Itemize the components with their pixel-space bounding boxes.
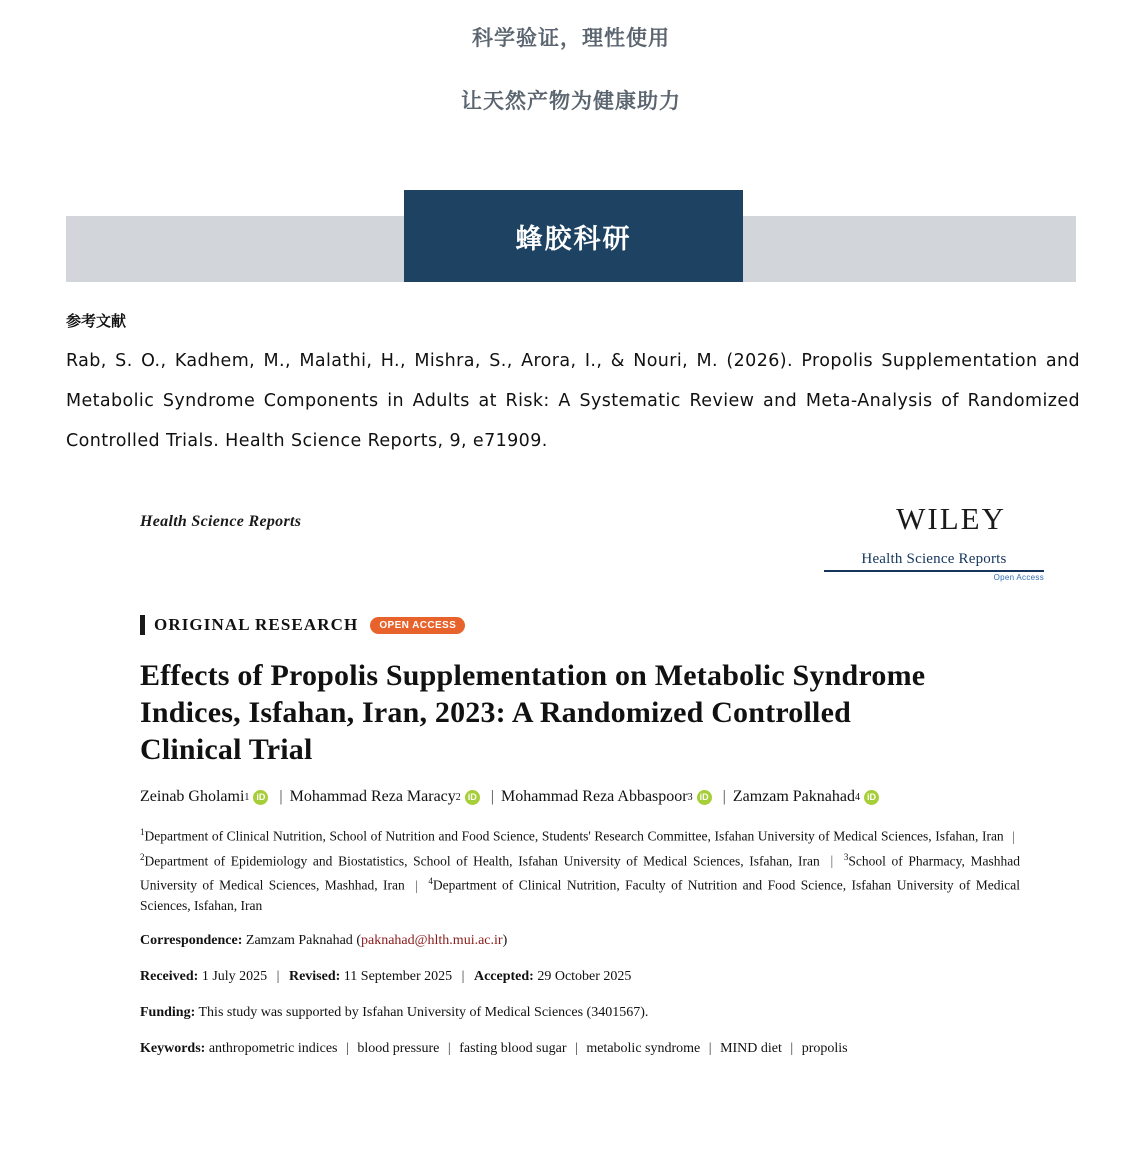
author-affiliation-marker: 4: [854, 791, 860, 803]
article-screenshot: [0, 497, 1142, 1060]
open-access-badge: OPEN ACCESS: [370, 617, 465, 634]
funding-text: This study was supported by Isfahan University of Medical Sciences (3401567).: [198, 1004, 649, 1020]
keyword: metabolic syndrome: [586, 1040, 701, 1056]
author-name: Zeinab Gholami: [140, 788, 245, 806]
received-value: 1 July 2025: [201, 968, 268, 984]
journal-logo-title: Health Science Reports: [861, 551, 1007, 568]
keyword-separator: |: [790, 1040, 794, 1056]
banner-box: [404, 190, 743, 282]
author-separator: |: [279, 788, 283, 806]
author-name: Mohammad Reza Maracy: [289, 788, 456, 806]
revised-value: 11 September 2025: [343, 968, 453, 984]
banner-title: 蜂胶科研: [515, 223, 632, 255]
funding-line: [140, 1002, 1076, 1024]
author-name: Mohammad Reza Abbaspoor: [500, 788, 688, 806]
author-affiliation-marker: 1: [244, 791, 250, 803]
correspondence-email[interactable]: paknahad@hlth.mui.ac.ir: [360, 932, 503, 948]
journal-logo-open-access: Open Access: [993, 573, 1044, 583]
correspondence-name: Zamzam Paknahad: [245, 932, 353, 948]
orcid-icon[interactable]: iD: [253, 790, 268, 805]
keyword: blood pressure: [357, 1040, 440, 1056]
slogan-block: [0, 0, 1142, 114]
author-list: [140, 788, 1076, 806]
orcid-icon[interactable]: iD: [697, 790, 712, 805]
keyword-separator: |: [575, 1040, 578, 1056]
reference-heading: 参考文献: [66, 312, 127, 331]
keyword: MIND diet: [720, 1040, 782, 1056]
article-header: [140, 497, 1076, 593]
journal-logo: [824, 551, 1044, 582]
article-type-marker: [140, 615, 145, 635]
affiliations: $^1$Department of Clinical Nutrition, School of Nutrition and Food Science, Students' Research Committee, Isfahan University of Medical Sciences, Isfahan, Iran | $^2$Department of Epidemiology and Biostatistics, School of Health, Isfahan University of Medical Sciences, Isfahan, Iran | $^3$School of Pharmacy, Mashhad University of Medical Sciences, Mashhad, Iran | $^4$Department of Clinical Nutrition, Faculty of Nutrition and Food Science, Isfahan University of Medical Sciences, Isfahan, Iran: [140, 827, 1021, 913]
correspondence-label: Correspondence:: [140, 932, 243, 948]
article-dates: [140, 966, 1076, 988]
orcid-icon[interactable]: iD: [864, 790, 879, 805]
journal-running-head: Health Science Reports: [140, 513, 302, 531]
author-separator: |: [722, 788, 726, 806]
keyword-separator: |: [346, 1040, 349, 1056]
slogan-line-1: 科学验证，理性使用: [472, 26, 670, 50]
reference-citation: Rab, S. O., Kadhem, M., Malathi, H., Mishra, S., Arora, I., & Nouri, M. (2026). Propolis Supplementation and Metabolic Syndrome Components in Adults at Risk: A Systematic Review and Meta-Analysis of Randomized Controlled Trials. Health Science Reports, 9, e71909.: [66, 351, 1080, 452]
journal-logo-rule: [824, 570, 1044, 572]
keyword: fasting blood sugar: [459, 1040, 567, 1056]
author-affiliation-marker: 2: [455, 791, 461, 803]
reference-section: [0, 310, 1142, 461]
keyword-separator: |: [708, 1040, 712, 1056]
author-name: Zamzam Paknahad: [732, 788, 855, 806]
publisher-logo: WILEY: [896, 501, 1006, 537]
received-label: Received:: [140, 968, 199, 984]
revised-label: Revised:: [288, 968, 341, 984]
keywords-line: [140, 1038, 1076, 1060]
article-type-label: ORIGINAL RESEARCH: [154, 615, 359, 635]
date-separator: |: [276, 968, 280, 984]
keyword-separator: |: [447, 1040, 451, 1056]
slogan-line-2: 让天然产物为健康助力: [461, 89, 681, 114]
article-title: Effects of Propolis Supplementation on Metabolic Syndrome Indices, Isfahan, Iran, 2023: A Randomized Controlled Clinical Trial: [140, 659, 926, 767]
accepted-value: 29 October 2025: [537, 968, 632, 984]
accepted-label: Accepted:: [473, 968, 534, 984]
keywords-label: Keywords:: [140, 1040, 206, 1056]
article-type-row: [140, 615, 1076, 635]
keyword: propolis: [801, 1040, 848, 1056]
funding-label: Funding:: [140, 1004, 196, 1020]
correspondence-line: Correspondence: Zamzam Paknahad (paknahad@hlth.mui.ac.ir): [140, 932, 508, 948]
date-separator: |: [461, 968, 465, 984]
author-separator: |: [490, 788, 494, 806]
banner: [0, 190, 1142, 282]
keyword: anthropometric indices: [208, 1040, 338, 1056]
orcid-icon[interactable]: iD: [465, 790, 480, 805]
author-affiliation-marker: 3: [687, 791, 693, 803]
